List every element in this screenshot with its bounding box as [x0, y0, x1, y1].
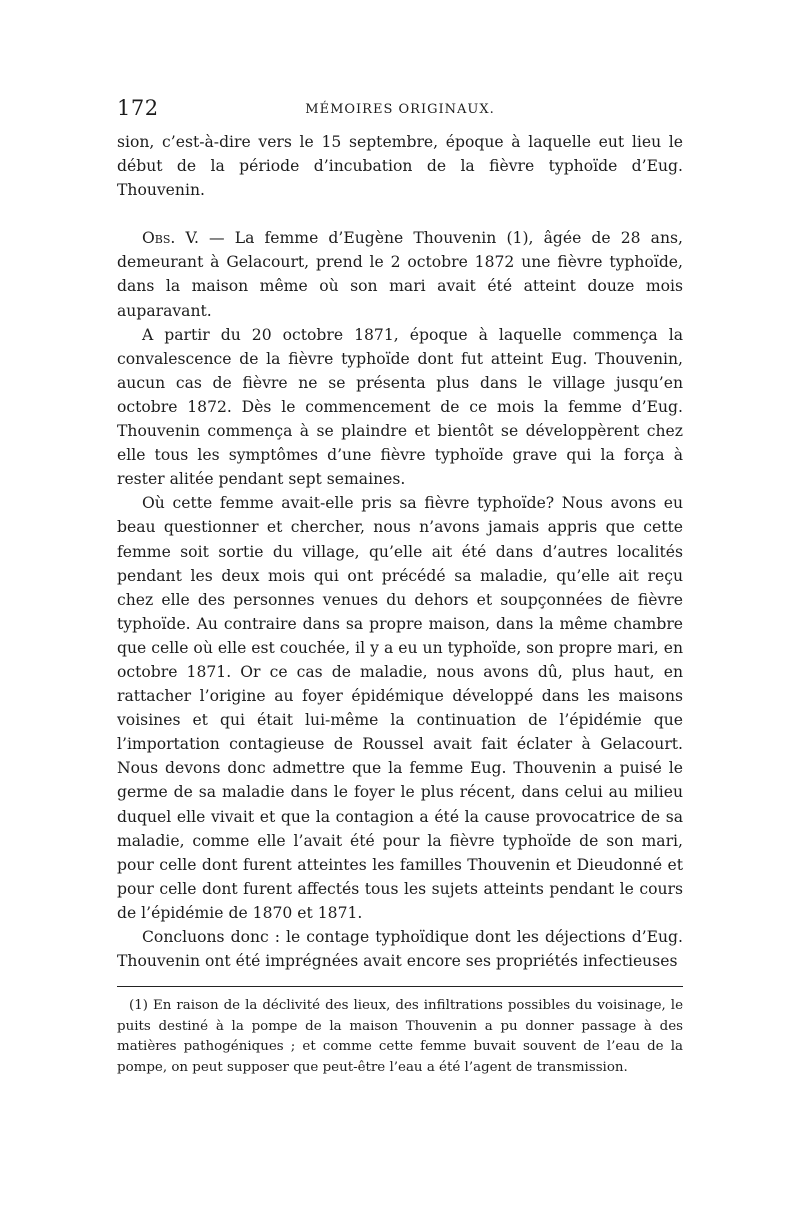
paragraph: Concluons donc : le contage typhoïdique dont les déjections d’Eug. Thouvenin ont été imprégnées avait encore ses propriétés infectieuses	[117, 928, 683, 971]
footnotes	[117, 996, 683, 1078]
observation-text: — La femme d’Eugène Thouvenin (1), âgée de 28 ans, demeurant à Gelacourt, prend le 2 octobre 1872 une fièvre typhoïde, dans la maison même où son mari avait été atteint douze mois auparavant.	[117, 229, 683, 320]
running-head	[117, 96, 683, 130]
observation-paragraph	[117, 226, 683, 322]
paragraph: A partir du 20 octobre 1871, époque à laquelle commença la convalescence de la fièvre typhoïde dont fut atteint Eug. Thouvenin, aucun cas de fièvre ne se présenta plus dans le village jusqu’en octobre 1872. Dès le commencement de ce mois la femme d’Eug. Thouvenin commença à se plaindre et bientôt se développèrent chez elle tous les symptômes d’une fièvre typhoïde grave qui la força à rester alitée pendant sept semaines.	[117, 325, 683, 489]
paragraph-continuation: sion, c’est-à-dire vers le 15 septembre, époque à laquelle eut lieu le début de la période d’incubation de la fièvre typhoïde d’Eug. Thouvenin.	[117, 133, 683, 200]
footnote: (1) En raison de la déclivité des lieux, des infiltrations possibles du voisinage, le puits destiné à la pompe de la maison Thouvenin a pu donner passage à des matières pathogéniques ; et comme cette femme buvait souvent de l’eau de la pompe, on peut supposer que peut-être l’eau a été l’agent de transmission.	[117, 998, 683, 1075]
paragraph: Où cette femme avait-elle pris sa fièvre typhoïde? Nous avons eu beau questionner et chercher, nous n’avons jamais appris que cette femme soit sortie du village, qu’elle ait été dans d’autres localités pendant les deux mois qui ont précédé sa maladie, qu’elle ait reçu chez elle des personnes venues du dehors et soupçonnées de fièvre typhoïde. Au contraire dans sa propre maison, dans la même chambre que celle où elle est couchée, il y a eu un typhoïde, son propre mari, en octobre 1871. Or ce cas de maladie, nous avons dû, plus haut, en rattacher l’origine au foyer épidémique développé dans les maisons voisines et qui était lui-même la continuation de l’épidémie que l’importation contagieuse de Roussel avait fait éclater à Gelacourt. Nous devons donc admettre que la femme Eug. Thouvenin a puisé le germe de sa maladie dans le foyer le plus récent, dans celui au milieu duquel elle vivait et que la contagion a été la cause provocatrice de sa maladie, comme elle l’avait été pour la fièvre typhoïde de son mari, pour celle dont furent atteintes les familles Thouvenin et Dieudonné et pour celle dont furent affectés tous les sujets atteints pendant le cours de l’épidémie de 1870 et 1871.	[117, 494, 683, 922]
observation-label: Obs. V.	[142, 229, 199, 248]
body-text	[117, 130, 683, 973]
book-page	[117, 96, 683, 1156]
paragraph-gap	[117, 202, 683, 226]
page-number: 172	[117, 96, 159, 120]
running-title: MÉMOIRES ORIGINAUX.	[305, 102, 495, 117]
footnote-rule	[117, 986, 683, 987]
